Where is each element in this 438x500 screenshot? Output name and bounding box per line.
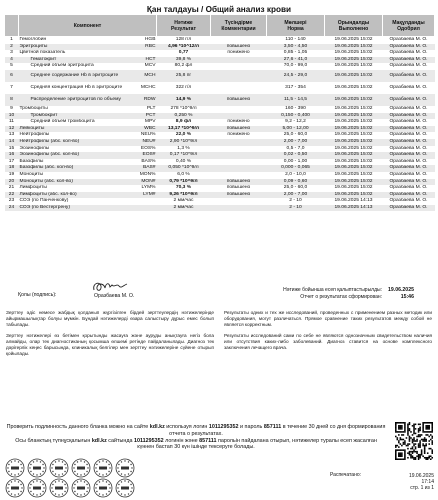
printed-time: 17:14 — [421, 479, 434, 485]
row-number: 4 — [5, 57, 19, 64]
reference-range: 25,0 - 60,0 — [283, 185, 308, 191]
result-value: 0,250 % — [157, 113, 211, 120]
table-row — [5, 63, 435, 70]
approved-by: Оразбаева М. О. — [383, 192, 435, 199]
verify-kz-mid1: сайтында — [108, 437, 133, 444]
verify-login: 1011295352 — [208, 424, 239, 430]
result-comment — [211, 165, 267, 172]
result-comment — [211, 159, 267, 166]
analyte-name: Нейтрофилы (абс. кол-во) — [19, 139, 129, 146]
print-info — [392, 473, 434, 491]
analyte-code: LYM# — [129, 192, 157, 199]
table-row — [5, 192, 435, 199]
verify-kz — [6, 438, 386, 452]
table-row — [5, 113, 435, 120]
doctor-name: Оразбаева М. О. — [94, 293, 135, 299]
result-comment: понижено — [227, 50, 250, 56]
verify-kz-login: 1011295352 — [133, 437, 164, 444]
result-comment — [211, 139, 267, 146]
completed-at: 19.06.2025 15:02 — [334, 185, 373, 191]
analyte-code: HCT — [129, 57, 157, 64]
qr-code — [395, 422, 433, 460]
completed-at: 19.06.2025 15:02 — [334, 158, 373, 164]
completed-at: 19.06.2025 15:02 — [325, 179, 383, 186]
verify-ru-post: в течение 30 дней со дня формирования отчета о результатах. — [169, 424, 386, 437]
table-row — [5, 159, 435, 166]
result-value: 13,17 *10^9/л — [157, 126, 211, 133]
approved-by: Оразбаева М. О. — [383, 152, 435, 159]
analyte-name: Эритроциты — [19, 44, 129, 51]
row-number: 15 — [8, 145, 15, 151]
analyte-name: Эозинофилы (абс. кол-во) — [19, 152, 129, 159]
analyte-name: Лимфоциты — [19, 185, 47, 191]
table-row — [5, 132, 435, 139]
approved-by: Оразбаева М. О. — [383, 94, 435, 106]
approved-by: Оразбаева М. О. — [389, 172, 428, 177]
result-comment — [211, 82, 267, 94]
row-number: 12 — [5, 126, 19, 133]
result-value: 9,26 *10^9/л — [157, 192, 211, 199]
completed-at: 19.06.2025 15:02 — [325, 57, 383, 64]
result-value: 6,0 % — [177, 172, 190, 177]
completed-at: 19.06.2025 15:02 — [325, 94, 383, 106]
note-kz-2: Зерттеу нәтижелері өз бетімен қорытынды жасауға және ауруды анықтауға негіз бола алмайды, олар тек диагностиканың қосымша өлшемі ретінде пайдаланылады. Диагноз тек дәрігерлік кеңес барысында, клиникалық белгілер мен зерттеу нәтижелеріне сүйене отырып қойылады. — [6, 333, 214, 356]
analyte-code: PCT — [129, 113, 157, 120]
approved-by: Оразбаева М. О. — [389, 185, 428, 191]
row-number: 21 — [8, 185, 15, 191]
verify-kz-mid2: логинін және — [165, 437, 198, 444]
completed-at: 19.06.2025 15:02 — [334, 106, 373, 112]
approved-by: Оразбаева М. О. — [389, 198, 428, 204]
approved-by: Оразбаева М. О. — [389, 37, 428, 43]
report-formed-label-kz: Нәтиже бойынша есеп қалыптастырылды: — [283, 287, 382, 293]
approved-by: Оразбаева М. О. — [383, 70, 435, 82]
reference-range: 25,0 - 60,0 — [283, 132, 308, 138]
reference-range: 0,85 - 1,05 — [283, 50, 308, 56]
result-comment — [211, 57, 267, 64]
verify-ru — [6, 424, 386, 438]
verify-kz-pre: Осы бланктың түпнұсқалығын — [15, 437, 91, 444]
table-row — [5, 70, 435, 82]
row-number: 24 — [5, 205, 19, 212]
row-number: 9 — [10, 106, 13, 112]
analyte-code: EOS# — [129, 152, 157, 159]
approved-by: Оразбаева М. О. — [383, 205, 435, 212]
analyte-code: RDW — [129, 94, 157, 106]
result-value: 8,9 фл — [175, 119, 192, 125]
reference-range: 5,00 - 12,00 — [267, 126, 325, 133]
verify-ru-mid: используя логин — [166, 424, 208, 430]
analyte-name: Нейтрофилы — [19, 132, 50, 138]
approved-by: Оразбаева М. О. — [383, 113, 435, 120]
analyte-code: NEU# — [129, 139, 157, 146]
reference-range: 0,150 - 0,400 — [267, 113, 325, 120]
row-number: 1 — [10, 37, 13, 43]
approved-by: Оразбаева М. О. — [383, 139, 435, 146]
result-value: 22,0 % — [175, 132, 192, 138]
report-formed-label-ru: Отчет о результатах сформирован: — [300, 293, 382, 300]
analyte-code: MPV — [144, 119, 156, 125]
accreditation-badges — [4, 458, 194, 498]
approved-by: Оразбаева М. О. — [383, 57, 435, 64]
signature-label: Қолы (подпись): — [18, 292, 57, 298]
result-value: 278 *10^9/л — [170, 106, 197, 112]
result-comment: повышено — [211, 94, 267, 106]
result-comment: повышено — [211, 126, 267, 133]
row-number: 19 — [8, 172, 15, 177]
analyte-code: LYM% — [141, 185, 156, 191]
result-comment — [211, 113, 267, 120]
completed-at: 19.06.2025 14:13 — [334, 198, 373, 204]
table-row — [5, 165, 435, 172]
analyte-name: Базофилы (абс. кол-во) — [19, 165, 129, 172]
analyte-code: MON# — [129, 179, 157, 186]
approved-by: Оразбаева М. О. — [389, 132, 428, 138]
verify-ru-pre: Проверить подлинность данного бланка можно на сайте — [6, 424, 149, 430]
row-number: 17 — [8, 158, 15, 164]
analyte-code — [129, 198, 157, 205]
result-value: 70,3 % — [175, 185, 192, 191]
table-row — [5, 126, 435, 133]
table-row — [5, 37, 435, 44]
row-number: 2 — [5, 44, 19, 51]
reference-range: 2,00 - 7,00 — [267, 139, 325, 146]
analyte-code: MCHC — [140, 85, 156, 91]
analyte-code: PLT — [146, 106, 156, 112]
header-result: Нәтиже Результат — [157, 15, 211, 37]
row-number: 13 — [8, 132, 15, 138]
reference-range: 0,09 - 0,60 — [267, 179, 325, 186]
completed-at: 19.06.2025 15:02 — [334, 63, 373, 69]
row-number: 14 — [5, 139, 19, 146]
reference-range: 70,0 - 99,0 — [283, 63, 308, 69]
verify-password: 857111 — [263, 424, 282, 430]
table-row — [5, 50, 435, 57]
result-comment — [211, 37, 267, 44]
report-date: 19.06.2025 — [388, 287, 414, 293]
analyte-name: Моноциты (абс. кол-во) — [19, 179, 129, 186]
row-number: 20 — [5, 179, 19, 186]
analyte-code: NEU% — [140, 132, 156, 138]
result-value: 0,77 — [178, 50, 189, 56]
completed-at: 19.06.2025 15:02 — [325, 152, 383, 159]
result-value: 4,96 *10^12/л — [157, 44, 211, 51]
reference-range: 0,5 - 7,0 — [286, 145, 305, 151]
note-ru-1: Результаты одних и тех же исследований, проведенных с применением разных методик или оборудования, могут различаться. Прямое сравнение таких результатов между собой не является корректным. — [224, 310, 432, 327]
signature-block — [0, 279, 438, 309]
verify-kz-site[interactable]: kdl.kz — [91, 437, 107, 444]
table-row — [5, 94, 435, 106]
approved-by: Оразбаева М. О. — [389, 106, 428, 112]
analyte-code: MCH — [129, 70, 157, 82]
row-number: 3 — [10, 50, 13, 56]
table-row — [5, 106, 435, 113]
analyte-name: СОЭ (по Панченкову) — [19, 198, 69, 204]
reference-range: 317 - 354 — [285, 85, 306, 91]
result-value: 0,050 *10^9/л — [157, 165, 211, 172]
result-comment — [211, 152, 267, 159]
reference-range: 2,00 - 7,00 — [267, 192, 325, 199]
completed-at: 19.06.2025 15:02 — [325, 126, 383, 133]
result-value: 14,9 % — [157, 94, 211, 106]
result-comment: повышено — [211, 179, 267, 186]
table-header-row — [5, 15, 435, 37]
row-number: 11 — [8, 119, 15, 125]
completed-at: 19.06.2025 15:02 — [334, 145, 373, 151]
completed-at: 19.06.2025 15:02 — [334, 37, 373, 43]
result-value: 39,8 % — [157, 57, 211, 64]
header-no — [5, 15, 19, 37]
completed-at: 19.06.2025 15:02 — [334, 172, 373, 177]
result-comment — [211, 172, 267, 179]
approved-by: Оразбаева М. О. — [389, 63, 428, 69]
analyte-code: WBC — [129, 126, 157, 133]
table-row — [5, 198, 435, 205]
analyte-name: Моноциты — [19, 172, 44, 177]
result-comment: повышено — [211, 44, 267, 51]
header-component: Компонент — [19, 15, 157, 37]
row-number: 10 — [5, 113, 19, 120]
analyte-name: Средний объем тромбоцита — [30, 119, 95, 125]
analyte-name: СОЭ (по Вестергрену) — [19, 205, 129, 212]
printed-label: Распечатано: — [330, 472, 361, 478]
page-title: Қан талдауы / Общий анализ крови — [146, 5, 292, 14]
printed-date: 19.06.2025 — [408, 473, 434, 479]
reference-range: 11,5 - 14,5 — [267, 94, 325, 106]
result-value: 25,8 пг — [157, 70, 211, 82]
completed-at: 19.06.2025 15:02 — [334, 119, 373, 125]
analyte-code: MON% — [139, 172, 156, 177]
result-value: 80,2 фл — [174, 63, 193, 69]
row-number: 23 — [8, 198, 15, 204]
verify-site-link[interactable]: kdl.kz — [149, 424, 165, 430]
analyte-name: Лимфоциты (абс. кол-во) — [19, 192, 129, 199]
result-value: 322 г/л — [175, 85, 192, 91]
completed-at: 19.06.2025 15:02 — [334, 50, 373, 56]
row-number: 6 — [5, 70, 19, 82]
verify-kz-password: 857111 — [199, 437, 217, 444]
reference-range: 2 - 10 — [289, 198, 302, 204]
row-number: 8 — [5, 94, 19, 106]
table-row — [5, 82, 435, 94]
approved-by: Оразбаева М. О. — [389, 50, 428, 56]
result-comment — [211, 205, 267, 212]
analyte-code: RBC — [129, 44, 157, 51]
analyte-name: Цветной показатель — [19, 50, 66, 56]
row-number: 18 — [5, 165, 19, 172]
row-number: 16 — [5, 152, 19, 159]
result-value: 0,40 % — [175, 158, 192, 164]
completed-at: 19.06.2025 15:02 — [325, 44, 383, 51]
approved-by: Оразбаева М. О. — [389, 119, 428, 125]
result-value: 0,79 *10^9/л — [157, 179, 211, 186]
result-comment: повышено — [226, 185, 251, 191]
analyte-name: Средняя концентрация Hb в эритроците — [30, 85, 123, 91]
table-row — [5, 152, 435, 159]
analyte-name: Тромбокрит — [19, 113, 129, 120]
result-value: 128 г/л — [175, 37, 192, 43]
result-value: 2 мм/час — [157, 205, 211, 212]
result-value: 2,90 *10^9/л — [157, 139, 211, 146]
table-row — [5, 185, 435, 192]
header-norm: Мөлшері Норма — [267, 15, 325, 37]
reference-range: 27,6 - 41,0 — [267, 57, 325, 64]
report-time: 15:46 — [400, 293, 414, 300]
results-table — [4, 14, 435, 211]
reference-range: 2,0 - 10,0 — [285, 172, 306, 177]
header-done: Орындалды Выполнено — [325, 15, 383, 37]
approved-by: Оразбаева М. О. — [389, 85, 428, 91]
reference-range: 160 - 390 — [285, 106, 306, 112]
approved-by: Оразбаева М. О. — [389, 145, 428, 151]
completed-at: 19.06.2025 15:02 — [325, 139, 383, 146]
analyte-code: BAS% — [141, 158, 156, 164]
result-value: 2 мм/час — [173, 198, 194, 204]
table-row — [5, 57, 435, 64]
table-row — [5, 179, 435, 186]
result-comment: понижено — [227, 119, 250, 125]
note-kz-1: Зерттеу әдіс немесе жабдық қолданып жүргізілген бірдей зерттеулердің нәтижелерінде айырмашылықтар болуы мүмкін. Бұндай нәтижелерді өзара салыстыру дұрыс емес болып табылады. — [6, 310, 214, 327]
note-ru-2: Результаты исследований сами по себе не являются однозначным свидетельством наличия или отсутствия каких-либо заболеваний. Диагноз ставится на основе комплексного заключения лечащего врача. — [224, 333, 432, 350]
approved-by: Оразбаева М. О. — [389, 158, 428, 164]
table-row — [5, 119, 435, 126]
row-number: 5 — [10, 63, 13, 69]
table-row — [5, 146, 435, 153]
analyte-code — [129, 50, 157, 57]
row-number: 22 — [5, 192, 19, 199]
approved-by: Оразбаева М. О. — [383, 126, 435, 133]
result-comment — [211, 70, 267, 82]
verify-kz-post: парольін пайдалана отырып, нәтижелер туралы есеп жасалған күннен бастап 30 күн ішінде тексеруге болады. — [137, 437, 377, 451]
analyte-name: Гемоглобин — [19, 37, 47, 43]
analyte-name: Базофилы — [19, 158, 44, 164]
reference-range: 3,50 - 4,50 — [267, 44, 325, 51]
completed-at: 19.06.2025 15:02 — [325, 192, 383, 199]
analyte-name: Средний объем эритроцита — [30, 63, 94, 69]
result-value: 0,17 *10^9/л — [157, 152, 211, 159]
analyte-code: BAS# — [129, 165, 157, 172]
analyte-code: HGB — [144, 37, 156, 43]
completed-at: 19.06.2025 15:02 — [325, 113, 383, 120]
analyte-name: Гематокрит — [19, 57, 129, 64]
report-formed-datetime — [388, 287, 414, 300]
reference-range: 0,000 - 0,065 — [267, 165, 325, 172]
completed-at: 19.06.2025 15:02 — [334, 132, 373, 138]
analyte-name: Тромбоциты — [19, 106, 48, 112]
analyte-name: Распределение эритроцитов по объему — [19, 94, 129, 106]
page-counter: стр. 1 из 1 — [410, 485, 434, 491]
table-row — [5, 172, 435, 179]
reference-range: 9,2 - 12,2 — [285, 119, 306, 125]
analyte-code — [129, 205, 157, 212]
verification-text — [6, 424, 386, 451]
result-comment — [211, 63, 267, 70]
table-row — [5, 44, 435, 51]
analyte-name: Среднее содержание Hb в эритроците — [19, 70, 129, 82]
reference-range: 0,00 - 1,00 — [283, 158, 308, 164]
result-comment — [211, 106, 267, 113]
verify-ru-and: и пароль — [240, 424, 263, 430]
analyte-code: EOS% — [140, 145, 156, 151]
completed-at: 19.06.2025 15:02 — [325, 70, 383, 82]
analyte-name: Эозинофилы — [19, 145, 50, 151]
table-row — [5, 139, 435, 146]
reference-range: 2 - 10 — [267, 205, 325, 212]
completed-at: 19.06.2025 15:02 — [334, 85, 373, 91]
reference-range: 110 - 140 — [285, 37, 306, 43]
completed-at: 19.06.2025 15:02 — [325, 165, 383, 172]
header-approved: Мақұлданды Одобрил — [383, 15, 435, 37]
reference-range: 0,02 - 0,50 — [267, 152, 325, 159]
approved-by: Оразбаева М. О. — [383, 179, 435, 186]
reference-range: 24,5 - 29,0 — [267, 70, 325, 82]
completed-at: 19.06.2025 14:13 — [325, 205, 383, 212]
row-number: 7 — [10, 85, 13, 91]
analyte-code: MCV — [144, 63, 156, 69]
table-row — [5, 205, 435, 212]
result-value: 1,3 % — [177, 145, 190, 151]
approved-by: Оразбаева М. О. — [383, 44, 435, 51]
result-comment — [211, 146, 267, 153]
approved-by: Оразбаева М. О. — [383, 165, 435, 172]
analyte-name: Лейкоциты — [19, 126, 129, 133]
header-comment: Түсіндірме Комментарии — [211, 15, 267, 37]
result-comment: понижено — [227, 132, 250, 138]
report-formed-labels — [262, 287, 382, 300]
result-comment — [211, 198, 267, 205]
result-comment: повышено — [211, 192, 267, 199]
